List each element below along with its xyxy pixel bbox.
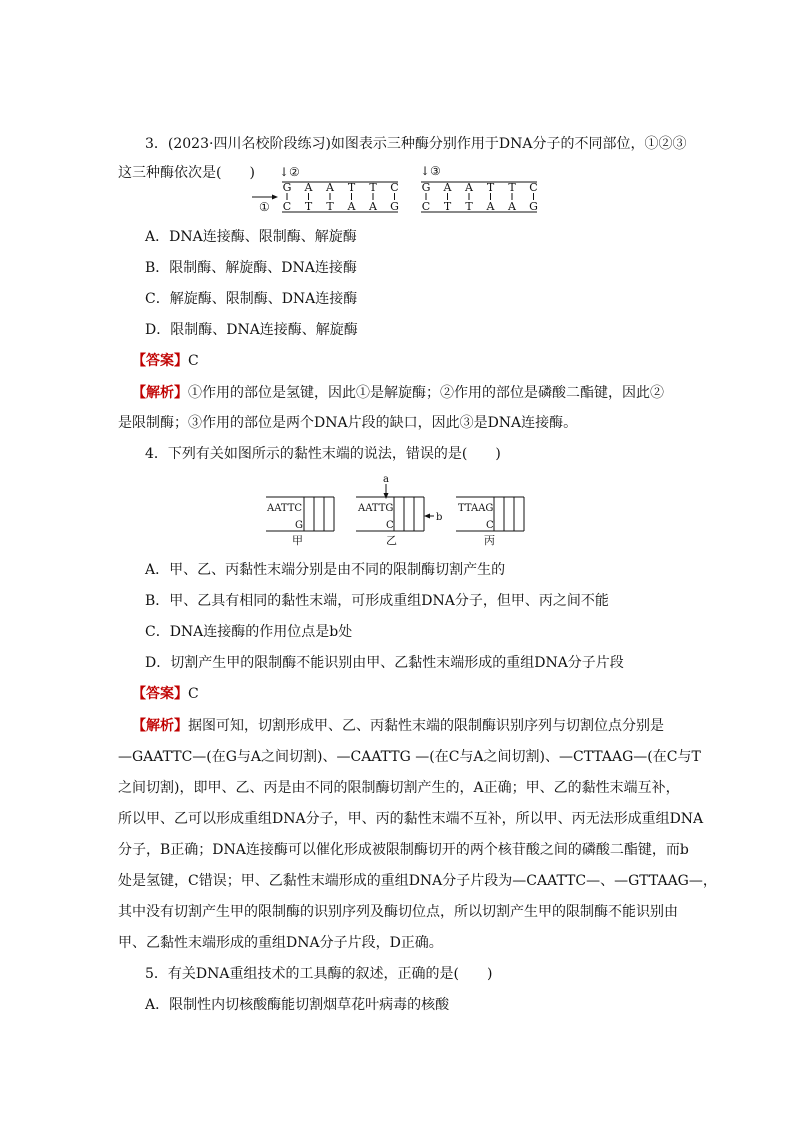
left-dna-top-base: A (326, 181, 334, 194)
svg-text:C: C (486, 520, 494, 531)
svg-text:b: b (436, 512, 443, 523)
right-dna-bottom-base: G (529, 200, 538, 213)
left-dna-bottom-base: C (282, 200, 292, 213)
q3-analysis-line1 (132, 383, 664, 403)
q5-stem: 5．有关DNA重组技术的工具酶的叙述，正确的是( ) (145, 966, 493, 982)
right-dna-bottom-base: C (421, 200, 431, 213)
right-dna-top-base: T (508, 181, 516, 194)
svg-text:AATTC: AATTC (267, 503, 303, 514)
q4-analysis-line4: 所以甲、乙可以形成重组DNA分子，甲、丙的黏性末端不互补，所以甲、丙无法形成重组DNA (118, 811, 704, 827)
svg-text:a: a (383, 474, 389, 485)
q3-option-c: C．解旋酶、限制酶、DNA连接酶 (145, 291, 358, 307)
right-dna-top-base: C (529, 181, 538, 194)
analysis-text: 据图可知，切割形成甲、乙、丙黏性末端的限制酶识别序列与切割位点分别是 (188, 718, 664, 734)
right-dna-bottom-base: T (465, 200, 473, 213)
svg-text:G: G (295, 520, 303, 531)
q4-analysis-line1 (132, 716, 664, 736)
q3-analysis-line2: 是限制酶；③作用的部位是两个DNA片段的缺口，因此③是DNA连接酶。 (118, 415, 578, 431)
left-dna-bottom-base: A (347, 200, 356, 213)
q3-option-d: D．限制酶、DNA连接酶、解旋酶 (145, 322, 358, 338)
svg-text:C: C (386, 520, 394, 531)
right-dna-top-base: G (421, 181, 431, 194)
q4-analysis-line3: 之间切割)，即甲、乙、丙是由不同的限制酶切割产生的，A正确；甲、乙的黏性末端互补， (118, 780, 680, 796)
q3-label-2: ↓② (279, 165, 300, 179)
q4-option-b: B．甲、乙具有相同的黏性末端，可形成重组DNA分子，但甲、丙之间不能 (145, 593, 609, 609)
q4-analysis-line2: —GAATTC—(在G与A之间切割)、—CAATTG —(在C与A之间切割)、—CTTAAG—(在C与T (118, 749, 701, 765)
right-dna-bottom-base: T (443, 200, 452, 213)
right-dna-top-base: T (486, 181, 495, 194)
q4-answer (132, 684, 199, 704)
right-dna-top-base: A (443, 181, 452, 194)
svg-text:甲: 甲 (292, 534, 303, 547)
left-dna-top-base: C (390, 181, 399, 194)
q3-label-1: ① (259, 200, 270, 214)
analysis-tag: 【解析】 (132, 385, 188, 401)
left-dna-top-base: G (282, 181, 292, 194)
q3-stem-line1: 3．(2023·四川名校阶段练习)如图表示三种酶分别作用于DNA分子的不同部位，①②③ (145, 136, 687, 152)
q3-option-b: B．限制酶、解旋酶、DNA连接酶 (145, 260, 357, 276)
right-dna-top-base: A (465, 181, 473, 194)
left-dna-bottom-base: G (390, 200, 399, 213)
left-dna-bottom-base: A (369, 200, 377, 213)
q4-analysis-line5: 分子，B正确；DNA连接酶可以催化形成被限制酶切开的两个核苷酸之间的磷酸二酯键，而b (118, 842, 689, 858)
sticky-end-jia (266, 497, 334, 547)
right-dna-bottom-base: A (486, 200, 495, 213)
answer-tag: 【答案】 (132, 353, 188, 369)
q3-label-3: ↓③ (420, 164, 441, 178)
q3-option-a: A．DNA连接酶、限制酶、解旋酶 (145, 229, 357, 245)
q4-option-d: D．切割产生甲的限制酶不能识别由甲、乙黏性末端形成的重组DNA分子片段 (145, 655, 624, 671)
analysis-text: ①作用的部位是氢键，因此①是解旋酶；②作用的部位是磷酸二酯键，因此② (188, 385, 664, 401)
q5-option-a: A．限制性内切核酸酶能切割烟草花叶病毒的核酸 (145, 997, 450, 1013)
left-dna-top-base: T (369, 181, 377, 194)
answer-tag: 【答案】 (132, 686, 188, 702)
sticky-end-yi (356, 474, 442, 547)
left-dna-top-base: A (304, 181, 313, 194)
q4-stem: 4．下列有关如图所示的黏性末端的说法，错误的是( ) (145, 446, 501, 462)
q3-dna-figure (0, 160, 794, 220)
sticky-end-bing (456, 497, 524, 547)
answer-value: C (188, 686, 199, 702)
q4-analysis-line8: 甲、乙黏性末端形成的重组DNA分子片段，D正确。 (118, 935, 443, 951)
q4-option-c: C．DNA连接酶的作用位点是b处 (145, 624, 353, 640)
q4-analysis-line7: 其中没有切割产生甲的限制酶的识别序列及酶切位点，所以切割产生甲的限制酶不能识别由 (118, 904, 678, 920)
svg-text:AATTG: AATTG (358, 503, 394, 514)
answer-value: C (188, 353, 199, 369)
left-dna-top-base: T (347, 181, 356, 194)
q4-sticky-ends-figure (0, 474, 794, 549)
analysis-tag: 【解析】 (132, 718, 188, 734)
svg-text:丙: 丙 (484, 534, 495, 547)
svg-text:TTAAG: TTAAG (458, 503, 494, 514)
q4-analysis-line6: 处是氢键，C错误；甲、乙黏性末端形成的重组DNA分子片段为—CAATTC—、—GTTAAG—， (118, 873, 717, 889)
q3-stem-line2: 这三种酶依次是( ) (118, 165, 255, 181)
q4-option-a: A．甲、乙、丙黏性末端分别是由不同的限制酶切割产生的 (145, 562, 506, 578)
left-dna-bottom-base: T (304, 200, 313, 213)
left-dna-bottom-base: T (326, 200, 334, 213)
q3-answer (132, 351, 199, 371)
svg-text:乙: 乙 (386, 534, 397, 547)
right-dna-bottom-base: A (508, 200, 516, 213)
